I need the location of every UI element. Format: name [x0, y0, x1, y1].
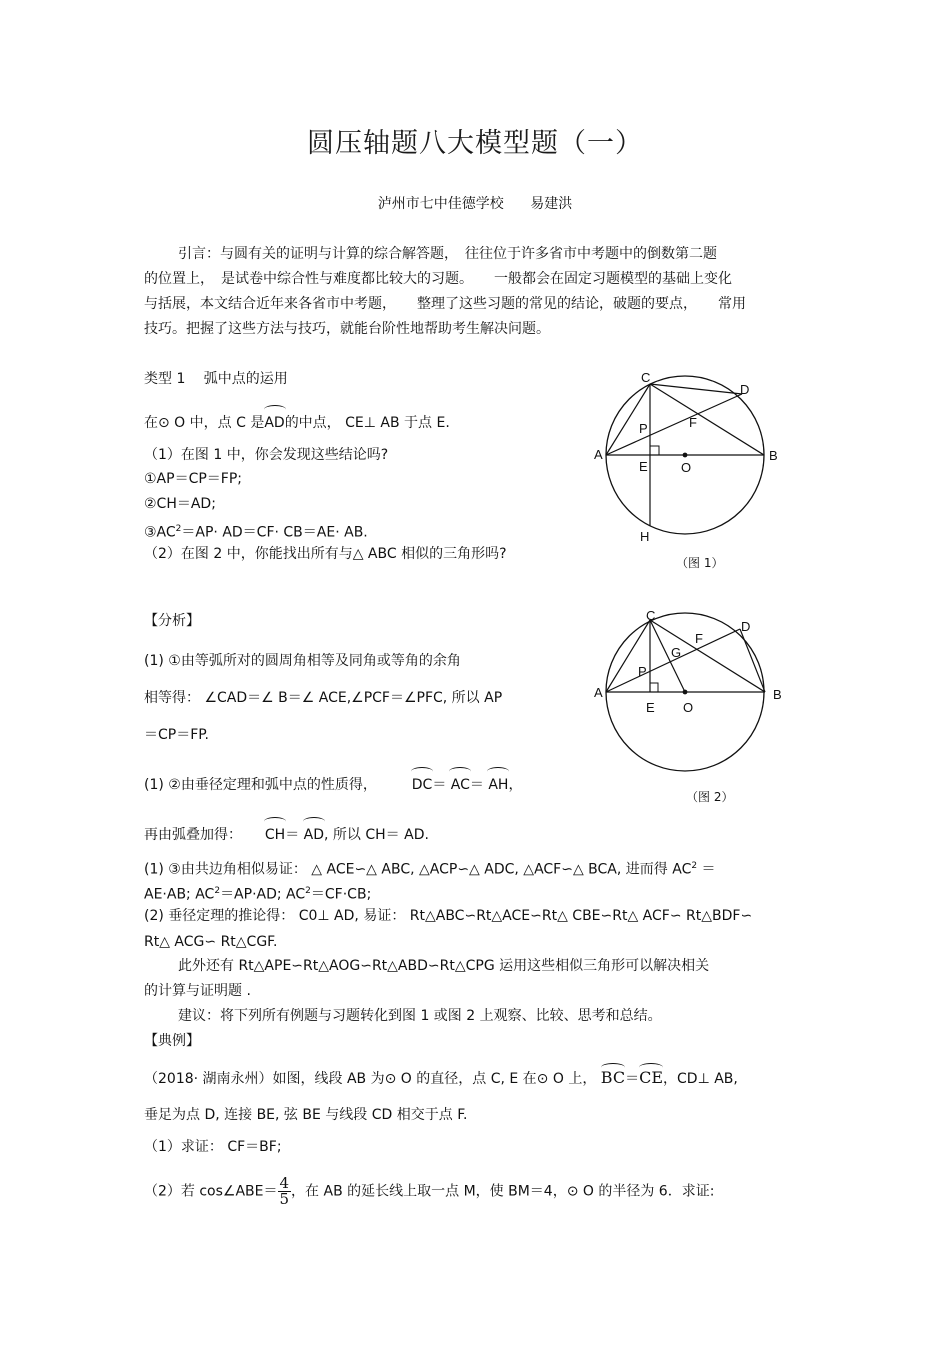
type1-conclusion-2: ②CH＝AD; — [144, 496, 216, 512]
fig2-center-dot — [683, 690, 688, 695]
intro-line-4: 技巧。把握了这些方法与技巧，就能台阶性地帮助考生解决问题。 — [144, 321, 550, 337]
analysis-heading: 【分析】 — [144, 613, 200, 629]
fig1-label-f: F — [689, 415, 697, 430]
example-line-2: 垂足为点 D, 连接 BE, 弦 BE 与线段 CD 相交于点 F. — [144, 1107, 468, 1123]
figure-1-diagram — [580, 366, 790, 546]
fig1-label-o: O — [681, 460, 692, 475]
analysis-line-4: (1) ②由垂径定理和弧中点的性质得， DC＝ AC＝ AH， — [144, 777, 523, 793]
arc-ch-symbol: CH — [264, 827, 286, 843]
arc-ah-symbol: AH — [488, 777, 509, 793]
analysis-line-9: Rt△ ACG∽ Rt△CGF. — [144, 934, 278, 950]
analysis-line-7: AE·AB; $AC^2=AP\cdot AD$; $AC^2=CF\cdot CB$; — [144, 886, 372, 903]
author-school: 泸州市七中佳德学校 — [377, 196, 504, 212]
fig2-label-b: B — [773, 687, 782, 702]
fig1-label-e: E — [639, 459, 648, 474]
fig2-label-c: C — [646, 608, 656, 623]
example-question-2: （2）若 cos∠ABE＝ $\frac{4}{5}$ ，在 AB 的延长线上取一点 M，使 BM＝4，⊙ O 的半径为 6．求证: — [144, 1174, 715, 1208]
fraction-four-fifths: $\frac{4}{5}$ — [279, 1174, 290, 1208]
fig1-chord-ad — [606, 394, 742, 455]
fig2-chord-db — [740, 629, 765, 692]
type1-conclusion-3: $③AC^2=AP\cdot AD=CF\cdot CB=AE\cdot$ AB. — [144, 524, 368, 541]
author-line — [0, 194, 950, 214]
type1-question-2: （2）在图 2 中，你能找出所有与△ ABC 相似的三角形吗? — [144, 546, 507, 562]
fig2-label-e: E — [646, 700, 655, 715]
intro-line-3: 与括展，本文结合近年来各省市中考题， 整理了这些习题的常见的结论，破题的要点， 常用 — [144, 296, 746, 312]
arc-ad-symbol-2: AD — [303, 827, 325, 843]
fig2-label-a: A — [594, 685, 603, 700]
page-title: 圆压轴题八大模型题（一） — [307, 128, 643, 159]
fig1-right-angle-mark — [650, 446, 659, 455]
type1-conclusion-1: ①AP＝CP＝FP; — [144, 471, 242, 487]
fig1-label-d: D — [740, 382, 750, 397]
arc-ac-symbol: AC — [450, 777, 470, 793]
analysis-line-10: 此外还有 Rt△APE∽Rt△AOG∽Rt△ABD∽Rt△CPG 运用这些相似三角形可以解决相关 — [178, 958, 710, 974]
figure-1-caption: （图 1） — [676, 556, 724, 570]
analysis-line-11: 的计算与证明题 . — [144, 983, 251, 999]
example-line-1: （2018· 湖南永州）如图，线段 AB 为⊙ O 的直径，点 C, E 在⊙ O 上， BC＝CE，CD⊥ AB, — [144, 1068, 738, 1087]
fig1-label-a: A — [594, 447, 603, 462]
fig1-label-c: C — [641, 370, 651, 385]
arc-ce-symbol: CE — [639, 1068, 664, 1087]
figure-2-caption: （图 2） — [686, 790, 734, 804]
type1-heading: 类型 1 弧中点的运用 — [144, 371, 288, 387]
intro-line-1: 引言：与圆有关的证明与计算的综合解答题， 往往位于许多省市中考题中的倒数第二题 — [178, 246, 717, 262]
analysis-line-3: ＝CP＝FP. — [144, 727, 209, 743]
analysis-line-6: (1) ③由共边角相似易证： △ ACE∽△ ABC, △ACP∽△ ADC, △ACF∽△ BCA, 进而得 $AC^2$ ＝ — [144, 861, 716, 878]
fig2-right-angle-mark — [650, 683, 658, 692]
fig1-label-b: B — [769, 448, 778, 463]
analysis-line-8: (2) 垂径定理的推论得： C0⊥ AD, 易证： Rt△ABC∽Rt△ACE∽Rt△ CBE∽Rt△ ACF∽ Rt△BDF∽ — [144, 908, 753, 924]
arc-bc-symbol: BC — [600, 1068, 626, 1087]
fig2-label-o: O — [683, 700, 694, 715]
example-heading: 【典例】 — [144, 1033, 200, 1049]
fig2-label-p: P — [638, 664, 647, 679]
fig2-label-f: F — [695, 631, 703, 646]
analysis-line-2: 相等得： ∠CAD＝∠ B＝∠ ACE,∠PCF＝∠PFC, 所以 AP — [144, 690, 503, 706]
arc-dc-symbol: DC — [411, 777, 433, 793]
analysis-line-12: 建议：将下列所有例题与习题转化到图 1 或图 2 上观察、比较、思考和总结。 — [178, 1008, 662, 1024]
fig2-label-d: D — [741, 619, 751, 634]
author-name: 易建洪 — [530, 196, 573, 212]
arc-ad-symbol: AD — [264, 415, 285, 431]
fig1-center-dot — [683, 453, 688, 458]
fig1-chord-ac — [606, 384, 650, 455]
example-question-1: （1）求证： CF＝BF; — [144, 1139, 282, 1155]
figure-2-diagram — [580, 602, 790, 787]
analysis-line-1: (1) ①由等弧所对的圆周角相等及同角或等角的余角 — [144, 653, 461, 669]
fig2-label-g: G — [671, 645, 682, 660]
type1-setup: 在⊙ O 中，点 C 是AD的中点， CE⊥ AB 于点 E. — [144, 415, 450, 431]
intro-line-2: 的位置上， 是试卷中综合性与难度都比较大的习题。 一般都会在固定习题模型的基础上变化 — [144, 271, 732, 287]
type1-question-1: （1）在图 1 中，你会发现这些结论吗? — [144, 447, 389, 463]
fig1-label-p: P — [639, 421, 648, 436]
analysis-line-5: 再由弧叠加得： CH＝ AD, 所以 CH＝ AD. — [144, 827, 429, 843]
fig1-label-h: H — [640, 529, 650, 544]
